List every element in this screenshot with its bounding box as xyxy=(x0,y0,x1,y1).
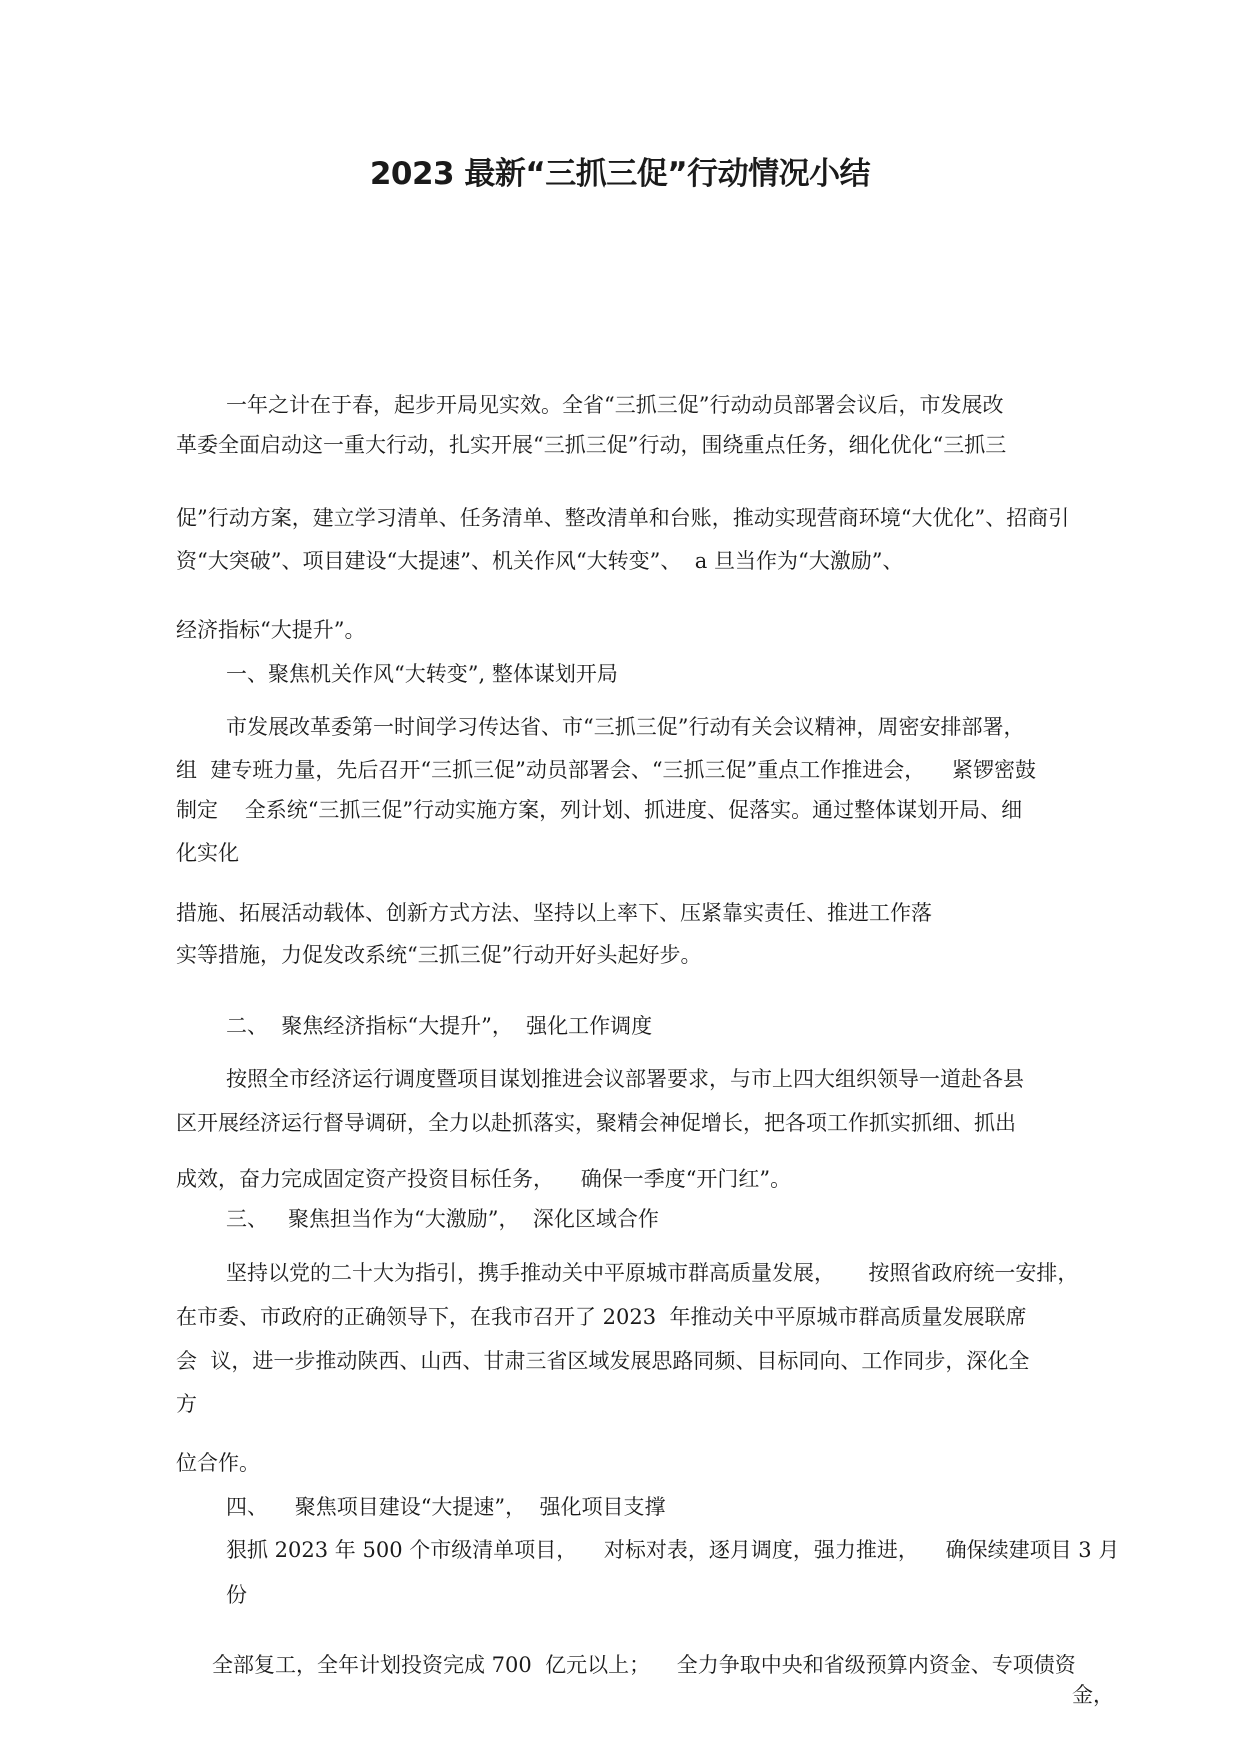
paragraph-line: 实等措施，力促发改系统“三抓三促”行动开好头起好步。 xyxy=(176,943,702,967)
paragraph-line: 方 xyxy=(176,1392,197,1416)
paragraph-line: 措施、拓展活动载体、创新方式方法、坚持以上率下、压紧靠实责任、推进工作落 xyxy=(176,901,932,925)
paragraph-line: 化实化 xyxy=(176,841,239,865)
paragraph-line: 位合作。 xyxy=(176,1451,260,1475)
paragraph-line: 坚持以党的二十大为指引，携手推动关中平原城市群高质量发展， 按照省政府统一安排， xyxy=(226,1261,1079,1285)
document-title: 2023 最新“三抓三促”行动情况小结 xyxy=(369,156,871,192)
paragraph-line: 会 议，进一步推动陕西、山西、甘肃三省区域发展思路同频、目标同向、工作同步，深化全 xyxy=(176,1349,1030,1373)
paragraph-line: 金， xyxy=(1072,1683,1114,1707)
paragraph-line: 全部复工，全年计划投资完成 700 亿元以上； 全力争取中央和省级预算内资金、专项债资 xyxy=(212,1653,1076,1677)
paragraph-line: 制定 全系统“三抓三促”行动实施方案，列计划、抓进度、促落实。通过整体谋划开局、细 xyxy=(176,798,1023,822)
paragraph-line: 狠抓 2023 年 500 个市级清单项目， 对标对表，逐月调度，强力推进， 确保续建项目 3 月 xyxy=(226,1538,1120,1562)
paragraph-line: 促”行动方案，建立学习清单、任务清单、整改清单和台账，推动实现营商环境“大优化”、招商引 xyxy=(176,506,1070,530)
paragraph-line: 成效，奋力完成固定资产投资目标任务， 确保一季度“开门红”。 xyxy=(176,1167,792,1191)
section-heading-3: 三、 聚焦担当作为“大激励”， 深化区域合作 xyxy=(226,1207,659,1231)
paragraph-line: 组 建专班力量，先后召开“三抓三促”动员部署会、“三抓三促”重点工作推进会， 紧锣密鼓 xyxy=(176,758,1036,782)
section-heading-4: 四、 聚焦项目建设“大提速”， 强化项目支撑 xyxy=(226,1495,666,1519)
section-heading-2: 二、 聚焦经济指标“大提升”， 强化工作调度 xyxy=(226,1014,653,1038)
paragraph-line: 份 xyxy=(226,1583,247,1607)
paragraph-line: 资“大突破”、项目建设“大提速”、机关作风“大转变”、 a 旦当作为“大激励”、 xyxy=(176,549,904,573)
paragraph-line: 革委全面启动这一重大行动，扎实开展“三抓三促”行动，围绕重点任务，细化优化“三抓三 xyxy=(176,433,1007,457)
paragraph-line: 按照全市经济运行调度暨项目谋划推进会议部署要求，与市上四大组织领导一道赴各县 xyxy=(226,1067,1024,1091)
paragraph-line: 一年之计在于春，起步开局见实效。全省“三抓三促”行动动员部署会议后，市发展改 xyxy=(226,393,1004,417)
section-heading-1: 一、聚焦机关作风“大转变”, 整体谋划开局 xyxy=(226,662,618,686)
paragraph-line: 经济指标“大提升”。 xyxy=(176,618,366,642)
paragraph-line: 在市委、市政府的正确领导下，在我市召开了 2023 年推动关中平原城市群高质量发展联席 xyxy=(176,1305,1027,1329)
paragraph-line: 市发展改革委第一时间学习传达省、市“三抓三促”行动有关会议精神，周密安排部署， xyxy=(226,715,1025,739)
paragraph-line: 区开展经济运行督导调研，全力以赴抓落实，聚精会神促增长，把各项工作抓实抓细、抓出 xyxy=(176,1111,1016,1135)
